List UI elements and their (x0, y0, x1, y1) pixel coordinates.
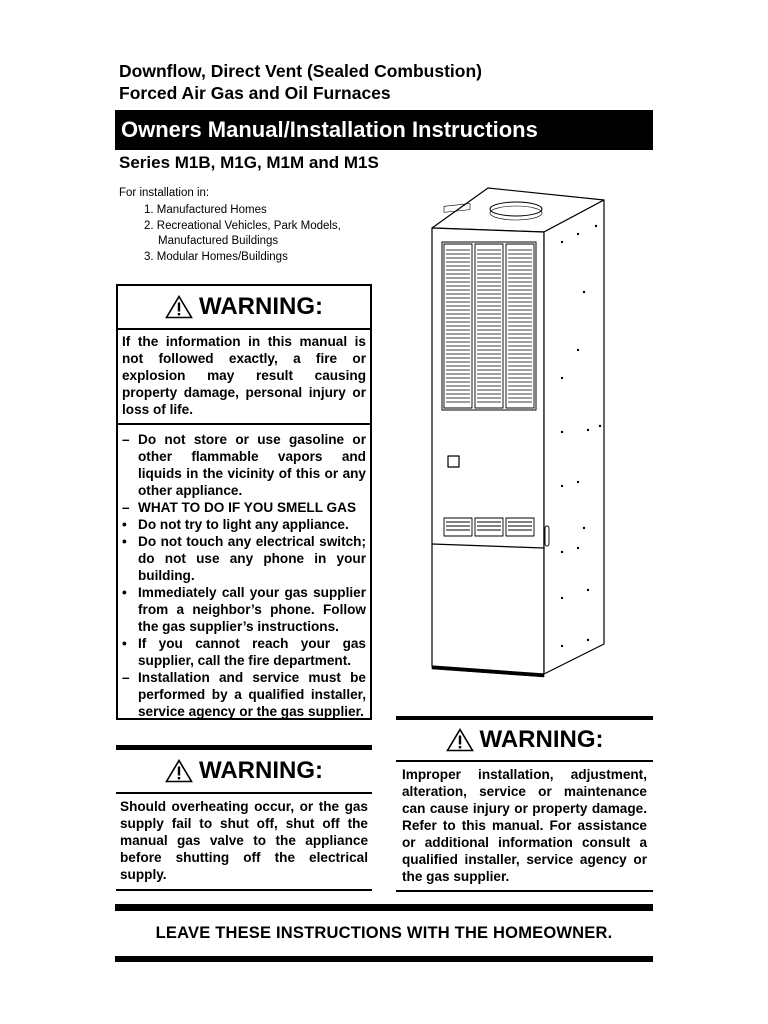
document-title-bar (115, 110, 653, 150)
installation-item: 1. Manufactured Homes (144, 204, 267, 216)
list-item-text: Do not touch any electrical switch; do not use any phone in your building. (138, 534, 366, 583)
installation-item: 2. Recreational Vehicles, Park Models, Manufactured Buildings (144, 219, 341, 247)
series-line: Series M1B, M1G, M1M and M1S (119, 153, 379, 172)
installation-intro: For installation in: (119, 187, 210, 199)
list-marker: • (122, 585, 127, 600)
list-marker: • (122, 517, 127, 532)
warning-heading-text: WARNING: (199, 293, 323, 320)
footer-rule-bottom (115, 956, 653, 962)
warning-list-item (122, 499, 366, 516)
warning-triangle-icon (165, 295, 193, 319)
warning-list-item (122, 431, 366, 499)
warning-triangle-icon (165, 759, 193, 783)
warning-heading-text: WARNING: (479, 726, 604, 753)
divider (116, 889, 372, 891)
installation-list (144, 203, 374, 265)
list-marker: – (122, 500, 130, 515)
list-marker: • (122, 534, 127, 549)
list-marker: • (122, 636, 127, 651)
list-marker: – (122, 432, 130, 447)
warning-heading (118, 286, 370, 330)
list-marker: – (122, 670, 130, 685)
document-subtitle (119, 60, 482, 104)
furnace-illustration (428, 186, 610, 678)
installation-item: 3. Modular Homes/Buildings (144, 250, 288, 263)
warning-overheat-text: Should overheating occur, or the gas supply fail to shut off, shut off the manual gas valve to the appliance before shutting off the electrical supply. (120, 799, 368, 882)
warning-box-gas (116, 284, 372, 720)
warning-heading (396, 720, 653, 762)
warning-instructions-list (118, 425, 370, 720)
list-item-text: Do not store or use gasoline or other flammable vapors and liquids in the vicinity of this or any other appliance. (138, 432, 366, 498)
warning-triangle-icon (446, 728, 474, 752)
list-item-text: Installation and service must be performed by a qualified installer, service agency or the gas supplier. (138, 670, 366, 719)
warning-list-item (122, 635, 366, 669)
divider (396, 890, 653, 892)
subtitle-line-1: Downflow, Direct Vent (Sealed Combustion) (119, 61, 482, 81)
leave-instructions-text: LEAVE THESE INSTRUCTIONS WITH THE HOMEOWNER. (155, 924, 613, 942)
warning-installation-text: Improper installation, adjustment, alteration, service or maintenance can cause injury or property damage. Refer to this manual. For assistance or additional information consult a qualified installer, service agency or the gas supplier. (402, 767, 647, 884)
warning-list-item (122, 669, 366, 720)
list-item-text: If you cannot reach your gas supplier, call the fire department. (138, 636, 366, 668)
list-item-text: Do not try to light any appliance. (138, 517, 349, 532)
footer-rule-top (115, 904, 653, 911)
warning-heading (116, 750, 372, 794)
warning-heading-text: WARNING: (199, 757, 323, 784)
list-item-text: WHAT TO DO IF YOU SMELL GAS (138, 500, 357, 515)
list-item-text: Immediately call your gas supplier from a neighbor’s phone. Follow the gas supplier’s instructions. (138, 585, 366, 634)
warning-section-installation (396, 716, 653, 886)
subtitle-line-2: Forced Air Gas and Oil Furnaces (119, 83, 391, 103)
warning-list-item (122, 533, 366, 584)
warning-list-item (122, 516, 366, 533)
warning-list-item (122, 584, 366, 635)
warning-paragraph: If the information in this manual is not followed exactly, a fire or explosion may result causing property damage, personal injury or loss of life. (118, 330, 370, 425)
document-title: Owners Manual/Installation Instructions (121, 117, 538, 142)
warning-section-overheat (116, 745, 372, 885)
